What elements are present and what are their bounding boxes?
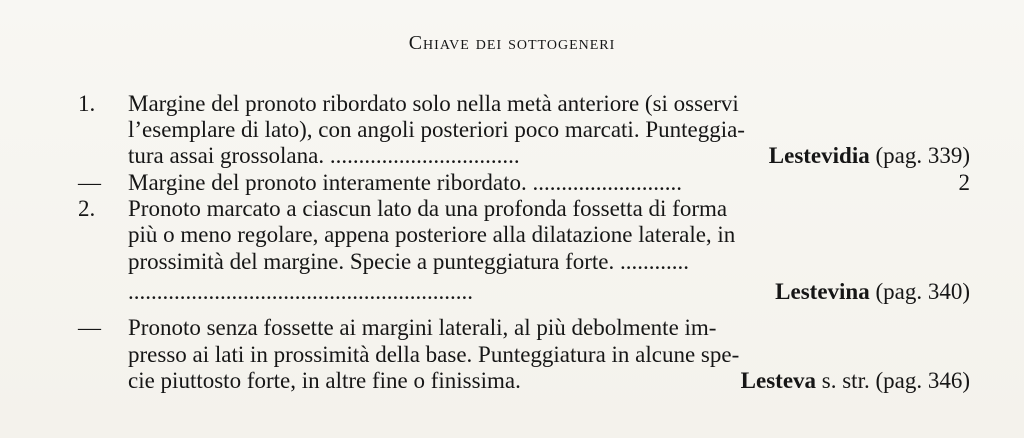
result-name: Lestevina [775, 279, 870, 304]
entry-result [690, 279, 970, 305]
result-name: Lesteva [740, 368, 817, 393]
entry-line: più o meno regolare, appena posteriore alla dilatazione laterale, in [128, 222, 736, 247]
result-name: Lestevidia [768, 143, 870, 168]
entry-result [690, 143, 970, 169]
entry-line: Pronoto senza fossette ai margini laterali, al più debolmente im- [128, 315, 717, 340]
entry-number: — [78, 170, 101, 195]
entry-line: tura assai grossolana. ................................. [128, 143, 520, 168]
entry-line: cie piuttosto forte, in altre fine o finissima. [128, 368, 521, 393]
entry-number: 1. [78, 91, 96, 116]
entry-line: presso ai lati in prossimità della base. Punteggiatura in alcune spe- [128, 342, 740, 367]
page-title: Chiave dei sottogeneri [408, 32, 616, 54]
entry-result: 2 [958, 170, 970, 195]
entry-number: 2. [78, 196, 96, 221]
result-suffix: (pag. 339) [869, 143, 970, 168]
entry-result [690, 368, 970, 394]
entry-line: l’esemplare di lato), con angoli posteriori poco marcati. Punteggia- [128, 117, 745, 142]
entry-line: ............................................................ [128, 279, 473, 304]
entry-line: Margine del pronoto interamente ribordato. .......................... [128, 170, 683, 195]
result-suffix: (pag. 340) [869, 279, 970, 304]
entry-line: prossimità del margine. Specie a punteggiatura forte. ............ [128, 249, 690, 274]
entry-line: Margine del pronoto ribordato solo nella metà anteriore (si osservi [128, 91, 739, 116]
result-suffix: s. str. (pag. 346) [816, 368, 970, 393]
entry-number: — [78, 315, 101, 340]
entry-line: Pronoto marcato a ciascun lato da una profonda fossetta di forma [128, 196, 728, 221]
